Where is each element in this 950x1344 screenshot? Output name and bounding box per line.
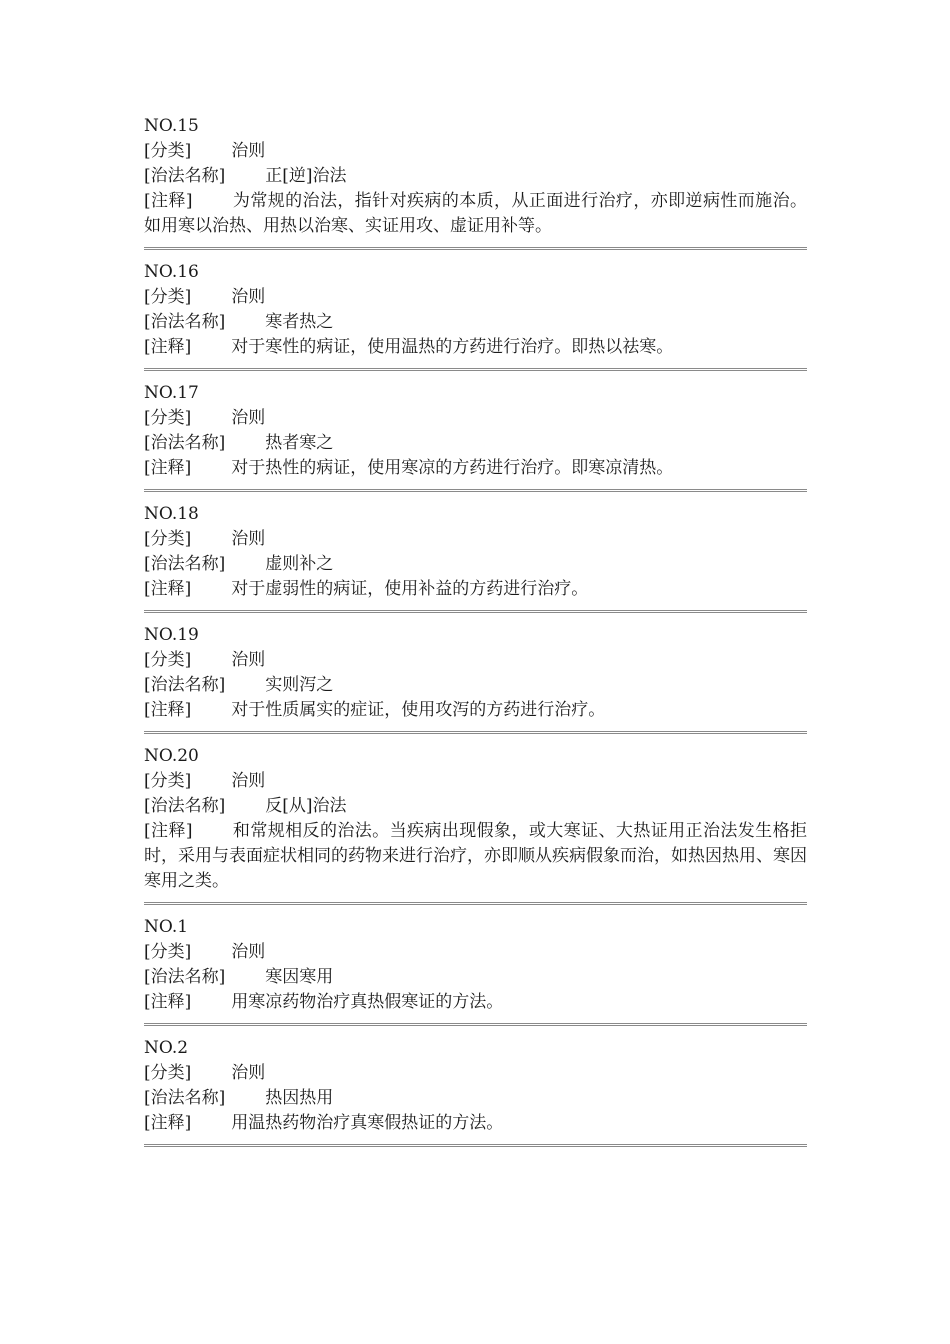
category-label: [分类] bbox=[144, 771, 192, 791]
method-name-row bbox=[144, 1086, 807, 1111]
category-row bbox=[144, 1061, 807, 1086]
note-value: 为常规的治法，指针对疾病的本质，从正面进行治疗，亦即逆病性而施治。如用寒以治热、用热以治寒、实证用攻、虚证用补等。 bbox=[144, 191, 808, 236]
entry-number: NO.18 bbox=[144, 504, 199, 524]
note-value: 用寒凉药物治疗真热假寒证的方法。 bbox=[231, 992, 504, 1012]
category-value: 治则 bbox=[231, 771, 266, 791]
entry-number: NO.17 bbox=[144, 383, 199, 403]
entry-separator bbox=[144, 368, 807, 371]
note-row bbox=[144, 456, 807, 481]
note-label: [注释] bbox=[144, 821, 193, 841]
note-row bbox=[144, 819, 807, 894]
entry-number: NO.19 bbox=[144, 625, 199, 645]
method-name-label: [治法名称] bbox=[144, 967, 226, 987]
entry-no15 bbox=[144, 114, 807, 239]
method-name-row bbox=[144, 794, 807, 819]
entry-separator bbox=[144, 1144, 807, 1147]
note-label: [注释] bbox=[144, 337, 192, 357]
entry-separator bbox=[144, 489, 807, 492]
method-name-value: 热者寒之 bbox=[265, 433, 334, 453]
category-label: [分类] bbox=[144, 141, 192, 161]
method-name-row bbox=[144, 552, 807, 577]
note-label: [注释] bbox=[144, 458, 192, 478]
category-row bbox=[144, 940, 807, 965]
note-label: [注释] bbox=[144, 992, 192, 1012]
category-row bbox=[144, 285, 807, 310]
note-row bbox=[144, 1111, 807, 1136]
entry-no18 bbox=[144, 502, 807, 602]
note-value: 和常规相反的治法。当疾病出现假象，或大寒证、大热证用正治法发生格拒时，采用与表面症状相同的药物来进行治疗，亦即顺从疾病假象而治，如热因热用、寒因寒用之类。 bbox=[144, 821, 808, 891]
note-label: [注释] bbox=[144, 700, 192, 720]
category-label: [分类] bbox=[144, 287, 192, 307]
method-name-label: [治法名称] bbox=[144, 554, 226, 574]
document-page bbox=[144, 114, 807, 1157]
entry-no16 bbox=[144, 260, 807, 360]
method-name-value: 实则泻之 bbox=[265, 675, 334, 695]
entry-separator bbox=[144, 610, 807, 613]
note-row bbox=[144, 335, 807, 360]
entry-no20 bbox=[144, 744, 807, 894]
method-name-row bbox=[144, 164, 807, 189]
method-name-row bbox=[144, 965, 807, 990]
category-value: 治则 bbox=[231, 1063, 266, 1083]
entry-number: NO.15 bbox=[144, 116, 199, 136]
entry-number: NO.2 bbox=[144, 1038, 189, 1058]
method-name-value: 寒因寒用 bbox=[265, 967, 334, 987]
note-value: 对于性质属实的症证，使用攻泻的方药进行治疗。 bbox=[231, 700, 606, 720]
method-name-value: 热因热用 bbox=[265, 1088, 334, 1108]
method-name-value: 虚则补之 bbox=[265, 554, 334, 574]
category-label: [分类] bbox=[144, 942, 192, 962]
category-row bbox=[144, 139, 807, 164]
note-row bbox=[144, 698, 807, 723]
entry-no19 bbox=[144, 623, 807, 723]
method-name-label: [治法名称] bbox=[144, 433, 226, 453]
category-value: 治则 bbox=[231, 650, 266, 670]
entry-separator bbox=[144, 1023, 807, 1026]
category-value: 治则 bbox=[231, 942, 266, 962]
category-label: [分类] bbox=[144, 529, 192, 549]
entry-no1 bbox=[144, 915, 807, 1015]
entry-no17 bbox=[144, 381, 807, 481]
category-label: [分类] bbox=[144, 1063, 192, 1083]
entry-separator bbox=[144, 247, 807, 250]
method-name-label: [治法名称] bbox=[144, 312, 226, 332]
entry-separator bbox=[144, 902, 807, 905]
note-value: 用温热药物治疗真寒假热证的方法。 bbox=[231, 1113, 504, 1133]
note-row bbox=[144, 577, 807, 602]
category-value: 治则 bbox=[231, 141, 266, 161]
method-name-label: [治法名称] bbox=[144, 796, 226, 816]
method-name-label: [治法名称] bbox=[144, 1088, 226, 1108]
entry-separator bbox=[144, 731, 807, 734]
category-row bbox=[144, 648, 807, 673]
category-row bbox=[144, 527, 807, 552]
method-name-label: [治法名称] bbox=[144, 675, 226, 695]
category-row bbox=[144, 769, 807, 794]
category-value: 治则 bbox=[231, 408, 266, 428]
method-name-value: 正[逆]治法 bbox=[265, 166, 347, 186]
note-value: 对于寒性的病证，使用温热的方药进行治疗。即热以祛寒。 bbox=[231, 337, 674, 357]
note-label: [注释] bbox=[144, 191, 193, 211]
note-value: 对于虚弱性的病证，使用补益的方药进行治疗。 bbox=[231, 579, 589, 599]
entry-number: NO.1 bbox=[144, 917, 189, 937]
method-name-row bbox=[144, 310, 807, 335]
category-row bbox=[144, 406, 807, 431]
category-value: 治则 bbox=[231, 529, 266, 549]
method-name-row bbox=[144, 673, 807, 698]
category-value: 治则 bbox=[231, 287, 266, 307]
entry-number: NO.20 bbox=[144, 746, 199, 766]
entry-number: NO.16 bbox=[144, 262, 199, 282]
method-name-value: 反[从]治法 bbox=[265, 796, 347, 816]
note-label: [注释] bbox=[144, 579, 192, 599]
category-label: [分类] bbox=[144, 650, 192, 670]
entry-no2 bbox=[144, 1036, 807, 1136]
note-row bbox=[144, 990, 807, 1015]
note-value: 对于热性的病证，使用寒凉的方药进行治疗。即寒凉清热。 bbox=[231, 458, 674, 478]
note-label: [注释] bbox=[144, 1113, 192, 1133]
note-row bbox=[144, 189, 807, 239]
method-name-value: 寒者热之 bbox=[265, 312, 334, 332]
method-name-row bbox=[144, 431, 807, 456]
method-name-label: [治法名称] bbox=[144, 166, 226, 186]
category-label: [分类] bbox=[144, 408, 192, 428]
